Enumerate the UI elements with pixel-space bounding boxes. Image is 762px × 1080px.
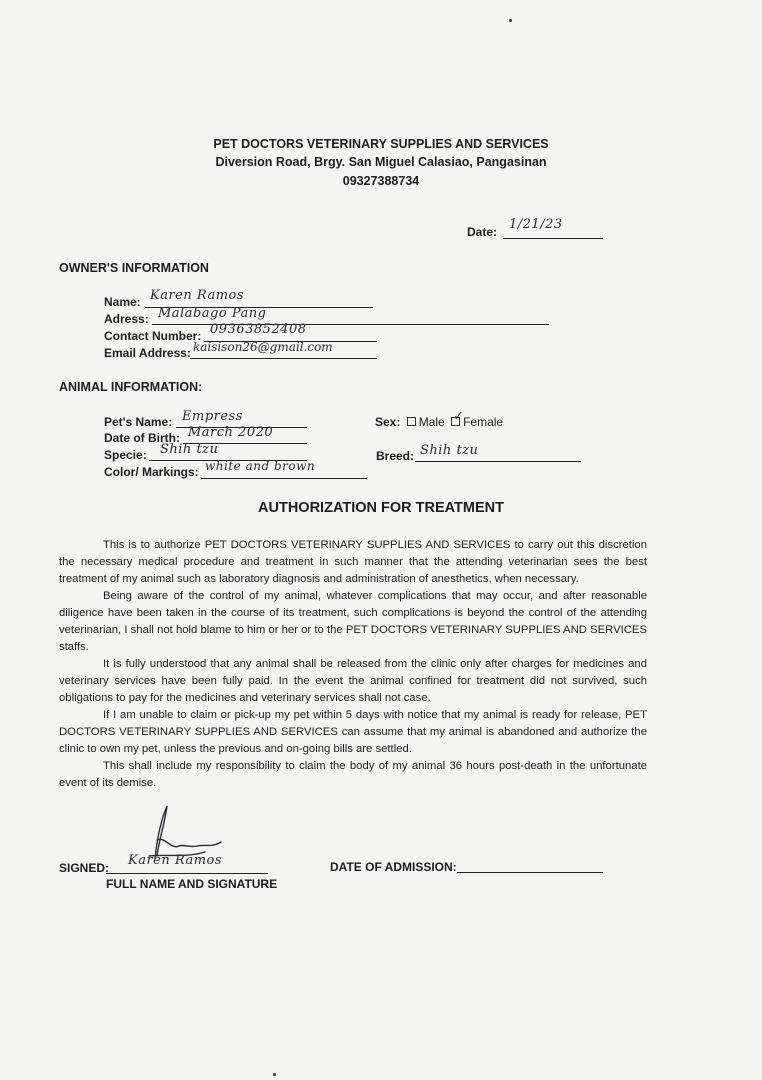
animal-section-title: ANIMAL INFORMATION: — [59, 380, 203, 394]
breed-value: Shih tzu — [420, 443, 479, 458]
dob-value: March 2020 — [188, 425, 274, 440]
male-checkbox[interactable] — [407, 417, 416, 426]
breed-label: Breed: — [376, 449, 415, 463]
scan-speck — [509, 19, 512, 22]
female-label: Female — [463, 415, 504, 429]
clinic-address: Diversion Road, Brgy. San Miguel Calasiao, Pangasinan — [215, 155, 547, 169]
owner-email-value: kaisison26@gmail.com — [193, 340, 333, 354]
clinic-name: PET DOCTORS VETERINARY SUPPLIES AND SERVICES — [213, 137, 549, 151]
color-value: white and brown — [205, 459, 316, 473]
check-mark-icon: ✓ — [453, 409, 464, 425]
scan-speck — [273, 1073, 276, 1076]
owner-contact-label: Contact Number: — [104, 329, 202, 343]
paragraph-5: This shall include my responsibility to claim the body of my animal 36 hours post-death in the unfortunate event of its demise. — [59, 760, 647, 789]
date-label: Date: — [467, 225, 498, 239]
owner-contact-value: 09363852408 — [210, 322, 307, 337]
clinic-phone: 09327388734 — [342, 174, 420, 188]
color-line — [201, 478, 367, 479]
paragraph-1: This is to authorize PET DOCTORS VETERINARY SUPPLIES AND SERVICES to carry out this discretion the necessary medical procedure and treatment in such manner that the attending veterinarian sees the best treatment of my animal such as laboratory diagnosis and administration of anesthetics, when necessary. — [59, 539, 647, 585]
male-label: Male — [418, 415, 445, 429]
pet-name-value: Empress — [182, 409, 243, 424]
sex-label: Sex: — [375, 415, 401, 429]
owner-name-label: Name: — [104, 295, 141, 309]
paragraph-4: If I am unable to claim or pick-up my pet within 5 days with notice that my animal is ready for release, PET DOCTORS VETERINARY SUPPLIES AND SERVICES can assume that my animal is abandoned and authorize the clinic to own my pet, unless the previous and on-going bills are settled. — [59, 709, 647, 755]
admission-label: DATE OF ADMISSION: — [330, 860, 457, 874]
signed-line — [106, 873, 268, 874]
owner-email-label: Email Address: — [104, 346, 191, 360]
date-line — [503, 238, 603, 239]
authorization-body — [59, 537, 647, 792]
owner-address-label: Adress: — [104, 312, 149, 326]
sex-field — [375, 409, 504, 429]
specie-value: Shih tzu — [160, 442, 219, 457]
signed-name-value: Karen Ramos — [128, 853, 223, 868]
color-label: Color/ Markings: — [104, 465, 199, 479]
female-checkbox[interactable] — [451, 409, 464, 426]
signed-label: SIGNED: — [59, 861, 110, 875]
breed-line — [415, 461, 581, 462]
paragraph-2: Being aware of the control of my animal, whatever complications that may occur, and after reasonable diligence have been taken in the course of its treatment, such complications is beyond the control of the attending veterinarian, I shall not hold blame to him or her or to the PET DOCTORS VETERINARY SUPPLIES AND SERVICES staffs. — [59, 590, 647, 653]
signature-caption: FULL NAME AND SIGNATURE — [106, 877, 278, 891]
paragraph-3: It is fully understood that any animal shall be released from the clinic only after charges for medicines and veterinary services have been fully paid. In the event the animal confined for treatment did not survived, such obligations to pay for the medicines and veterinary services shall not case. — [59, 658, 647, 704]
owner-section-title: OWNER'S INFORMATION — [59, 261, 209, 275]
dob-label: Date of Birth: — [104, 431, 180, 445]
pet-name-label: Pet's Name: — [104, 415, 173, 429]
authorization-title: AUTHORIZATION FOR TREATMENT — [258, 500, 504, 516]
specie-label: Specie: — [104, 448, 147, 462]
owner-name-value: Karen Ramos — [150, 288, 245, 303]
owner-address-value: Malabago Pang — [158, 306, 267, 321]
date-value: 1/21/23 — [509, 217, 563, 232]
admission-line — [457, 872, 603, 873]
owner-email-line — [190, 358, 377, 359]
